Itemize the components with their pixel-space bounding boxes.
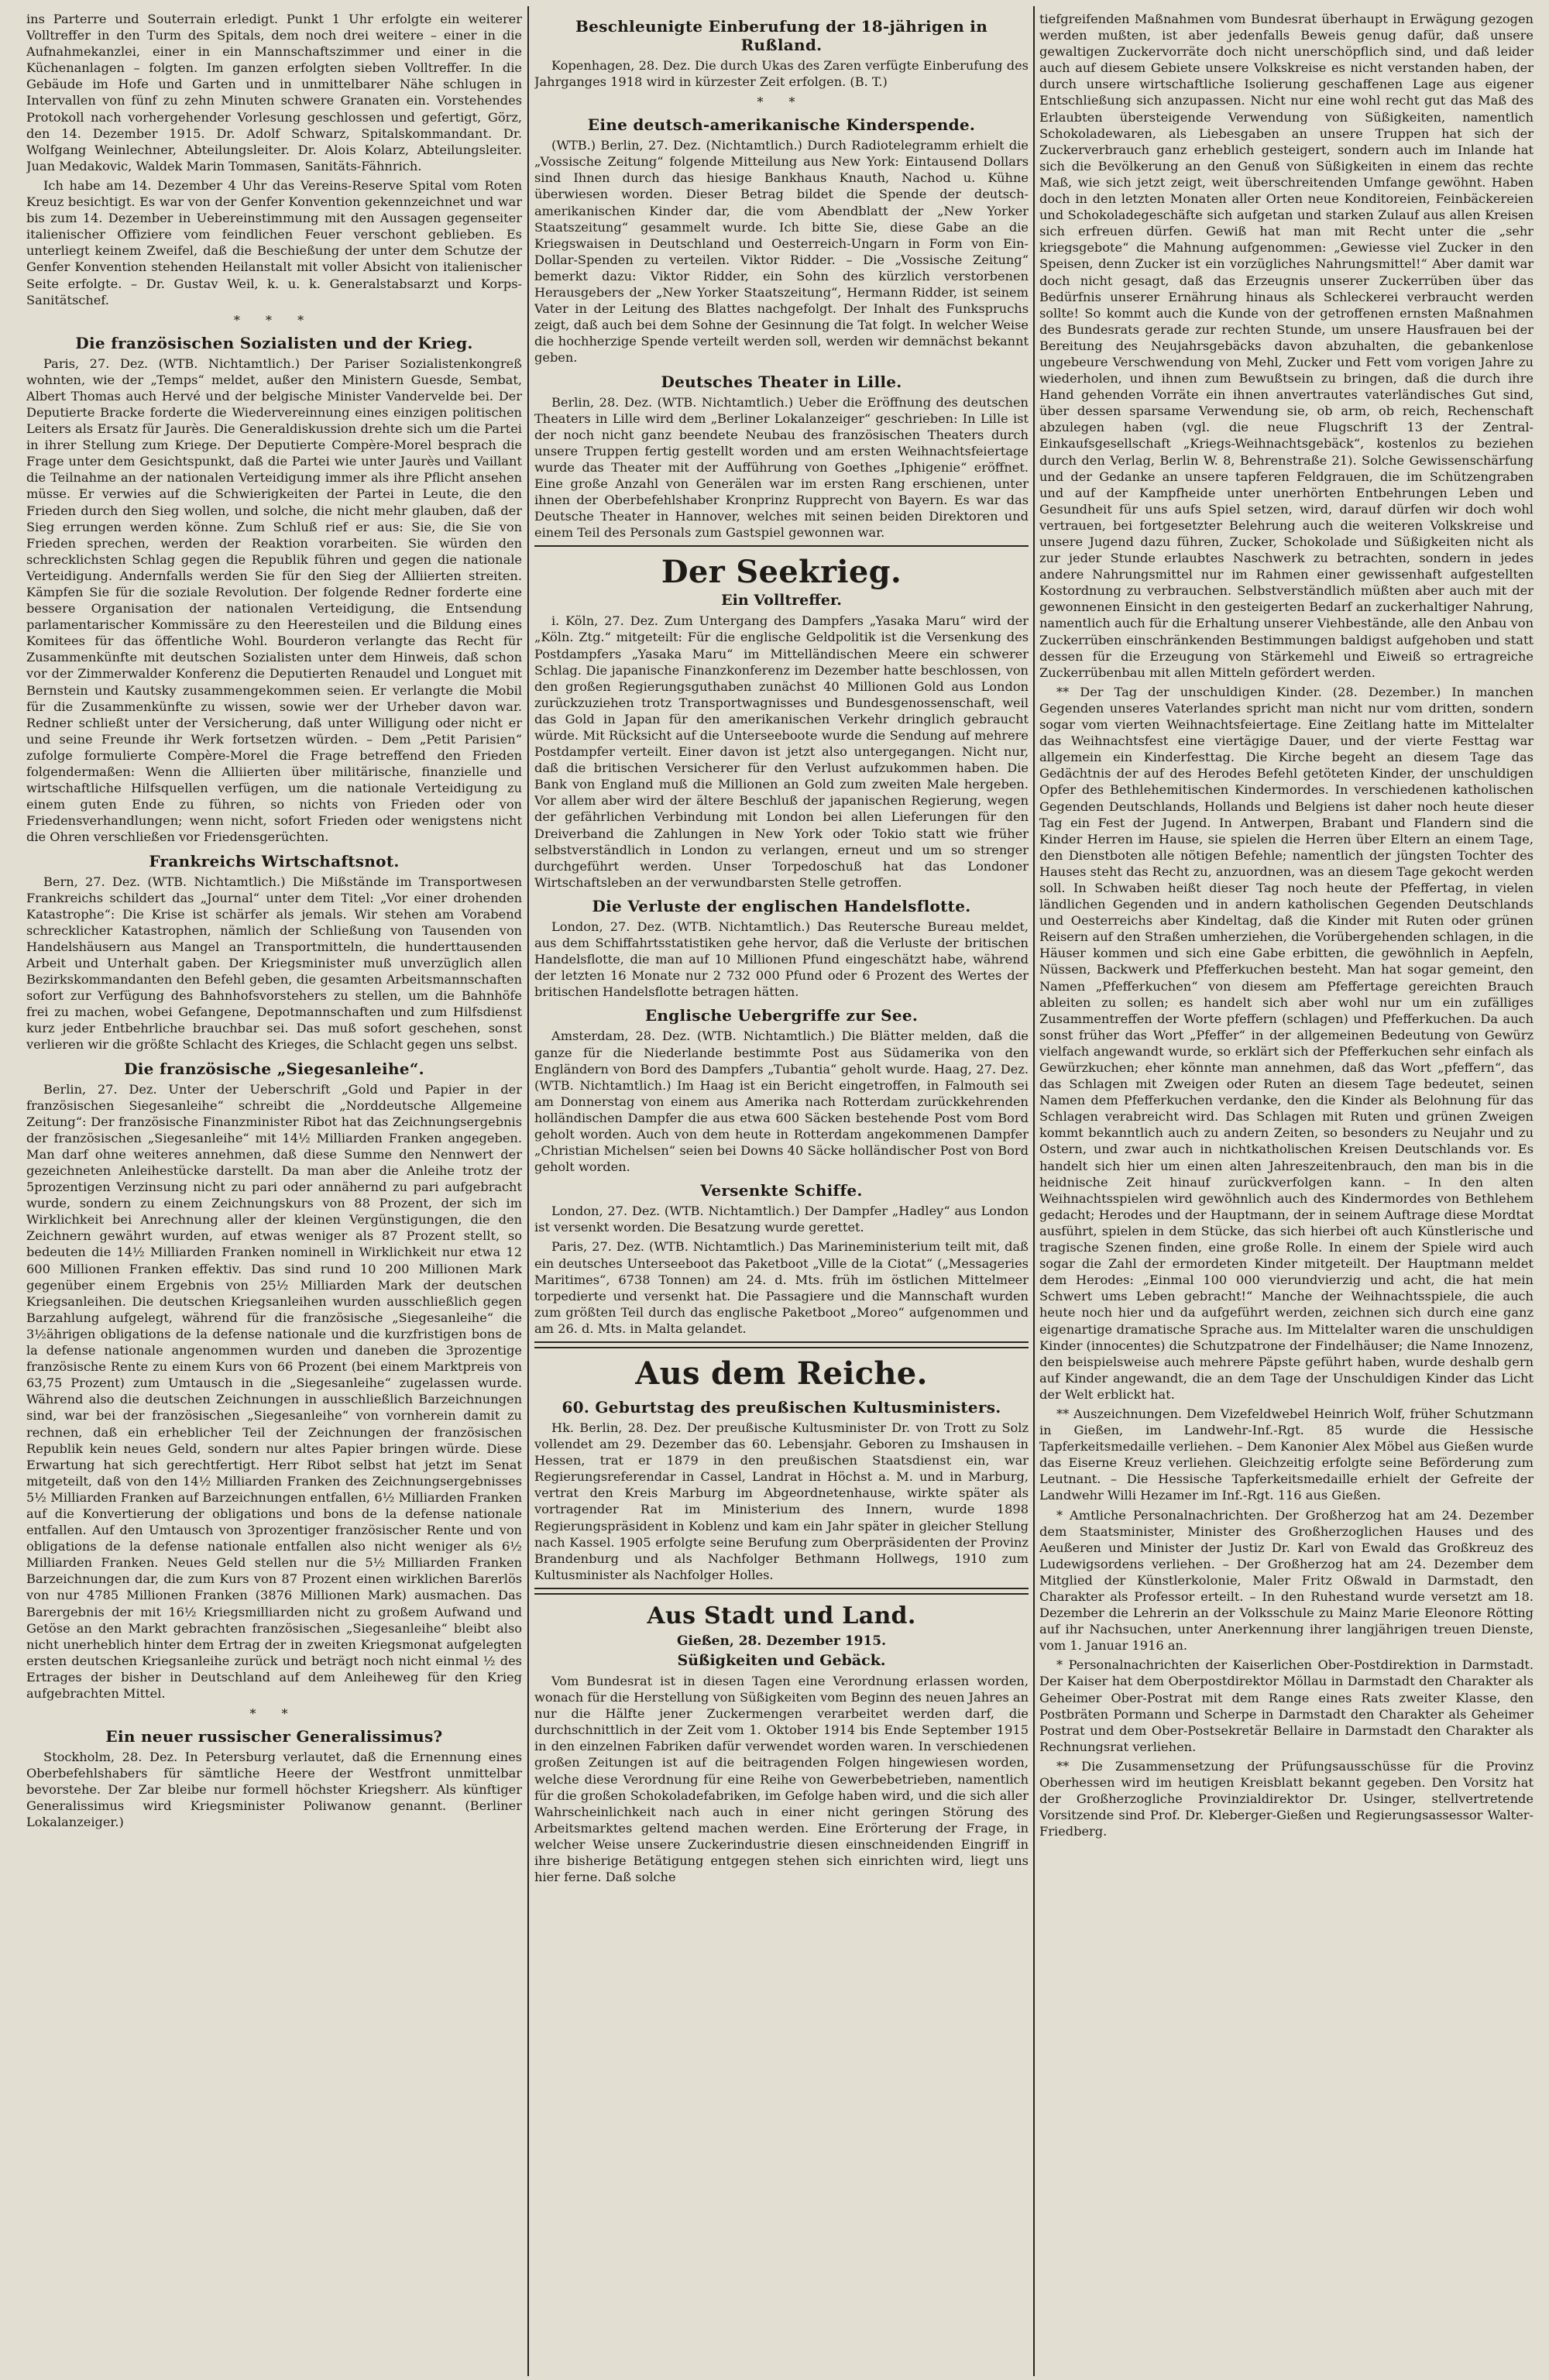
article-headline: Englische Uebergriffe zur See. — [644, 1006, 919, 1025]
section-rule — [534, 545, 1029, 547]
article-paragraph: Vom Bundesrat ist in diesen Tagen eine Verordnung erlassen worden, wonach für die Herstellung von Süßigkeiten vom Beginn des neuen Jahres an nur die Hälfte jener Zuckermengen verarbeitet werden darf, die durchschnittlich in der Zeit vom 1. Oktober 1914 bis Ende September 1915 in den einzelnen Fabriken dafür verwendet worden waren. In verschiedenen großen Zeitungen ist auf die beitragenden Folgen hingewiesen worden, welche diese Verordnung für eine Reihe von Gewerbebetrieben, namentlich für die großen Schokoladefabriken, im Gefolge haben wird, und die sich aller Wahrscheinlichkeit nach auch in einer nicht geringen Störung des Arbeitsmarktes geltend machen werden. Eine Erörterung der Frage, in welcher Weise unsere Zuckerindustrie diesen einschneidenden Eingriff in ihre bisherige Betätigung entgegen stehen sich einrichten wird, liegt uns hier ferne. Daß solche — [534, 1673, 1029, 1885]
section-rule — [534, 1341, 1029, 1348]
article-paragraph: Ich habe am 14. Dezember 4 Uhr das Vereins-Reserve Spital vom Roten Kreuz besichtigt. Es war von der Genfer Konvention gekennzeichnet und war bis zum 14. Dezember in Uebereinstimmung mit den Aussagen gegenseiter italienischer Offiziere vom feindlichen Feuer verschont geblieben. Es unterliegt keinem Zweifel, daß die Beschießung der unter dem Schutze der Genfer Konvention stehenden Heilanstalt mit voller Absicht von italienischer Seite erfolgte. – Dr. Gustav Weil, k. u. k. Generalstabsarzt und Korps-Sanitätschef. — [26, 177, 522, 307]
article-paragraph: Paris, 27. Dez. (WTB. Nichtamtlich.) Der Pariser Sozialistenkongreß wohnten, wie der „Temps“ meldet, außer den Ministern Guesde, Sembat, Albert Thomas auch Hervé und der belgische Minister Vandervelde bei. Der Deputierte Bracke forderte die Wiedervereinnung eines einzigen politischen Leiters als Ersatz für Jaurès. Die Generaldiskussion drehte sich um die Partei in ihrer Stellung zum Kriege. Der Deputierte Compère-Morel besprach die Frage unter dem Gesichtspunkt, daß die Partei wie unter Jaurès und Vaillant die Teilnahme an der nationalen Verteidigung immer als ihre Pflicht ansehen müsse. Er verwies auf die Schwierigkeiten der Partei in Leute, die den Frieden durch den Sieg wollen, und solche, die nicht mehr glauben, daß der Sieg errungen werden könne. Zum Schluß rief er aus: Sie, die Sie von Frieden sprechen, werden der Reaktion vorarbeiten. Sie würden den schrecklichsten Schlag gegen die Republik führen und gegen die nationale Verteidigung. Andernfalls werden Sie für den Sieg der Alliierten streiten. Kämpfen Sie für die soziale Revolution. Der folgende Redner forderte eine bessere Organisation der nationalen Verteidigung, die Entsendung parlamentarischer Kommissäre zu den Heeresteilen und die Bildung eines Komitees für das öffentliche Wohl. Bourderon verlangte das Recht für Zusammenkünfte mit deutschen Sozialisten unter dem Hinweis, daß schon vor der Zimmerwalder Konferenz die Deputierten Renaudel und Longuet mit Bernstein und Kautsky zusammengekommen seien. Er verlangte die Mobil für die Zusammenkünfte zu wissen, sowie wer der Urheber davon war. Redner schließt unter der Versicherung, daß unter Willigung oder nicht er und seine Freunde ihr Werk fortsetzen würden. – Dem „Petit Parisien“ zufolge formulierte Compère-Morel die Frage betreffend den Frieden folgendermaßen: Wenn die Alliierten über militärische, finanzielle und wirtschaftliche Hilfsquellen verfügen, um die nationale Verteidigung zu einem guten Ende zu führen, so nichts von Frieden oder von Friedensverhandlungen; wenn nicht, sofort Frieden oder wenigstens nicht die Ohren verschließen vor Friedensgerüchten. — [26, 355, 522, 845]
article-paragraph: Bern, 27. Dez. (WTB. Nichtamtlich.) Die Mißstände im Transportwesen Frankreichs schildert das „Journal“ unter dem Titel: „Vor einer drohenden Katastrophe“: Die Krise ist schärfer als jemals. Wir stehen am Vorabend schrecklicher Katastrophen, nämlich der Schließung von Tausenden von Handelshäusern aus Mangel an Transportmitteln, die hunderttausenden Arbeit und Unterhalt gaben. Der Kriegsminister muß unverzüglich allen Bezirkskommandanten den Befehl geben, die gesamten Arbeitsmannschaften sofort zur Verfügung des Bahnhofsvorstehers zu stellen, um die Bahnhöfe frei zu machen, wobei Gefangene, Depotmannschaften und zum Hilfsdienst kurz jeder Entbehrliche brauchbar sei. Das muß sofort geschehen, sonst verlieren wir die größte Schlacht des Krieges, die Schlacht gegen uns selbst. — [26, 874, 522, 1053]
article-paragraph: Stockholm, 28. Dez. In Petersburg verlautet, daß die Ernennung eines Oberbefehlshabers für sämtliche Heere der Westfront unmittelbar bevorstehe. Der Zar bleibe nur formell höchster Kriegsherr. Als künftiger Generalissimus wird Kriegsminister Poliwanow genannt. (Berliner Lokalanzeiger.) — [26, 1750, 522, 1830]
column-rule — [1033, 6, 1035, 2376]
column-rule — [527, 6, 529, 2376]
article-headline: Die Verluste der englischen Handelsflotte. — [592, 896, 971, 915]
article-headline: Deutsches Theater in Lille. — [661, 372, 902, 391]
article-paragraph: Paris, 27. Dez. (WTB. Nichtamtlich.) Das Marineministerium teilt mit, daß ein deutsches Unterseeboot das Paketboot „Ville de la Ciotat“ („Messageries Maritimes“, 6738 Tonnen) am 24. d. Mts. früh im östlichen Mittelmeer torpedierte und versenkt hat. Die Passagiere und die Mannschaft wurden zum größten Teil durch das englische Paketboot „Moreo“ aufgenommen und am 26. d. Mts. in Malta gelandet. — [534, 1239, 1029, 1336]
article-paragraph: tiefgreifenden Maßnahmen vom Bundesrat überhaupt in Erwägung gezogen werden mußten, ist aber jedenfalls Beweis genug dafür, daß unsere gewaltigen Zuckervorräte doch nicht unerschöpflich sind, und daß leider auch auf diesem Gebiete unsere Volkskreise es nicht verstanden haben, der durch unsere wirtschaftliche Isolierung geschaffenen Lage aus eigener Entschließung sich anzupassen. Nicht nur eine wohl recht gut das Maß des Erlaubten übersteigende Verwendung von Süßigkeiten, namentlich Schokoladewaren, als Liebesgaben an unsere Truppen hat sich der Zuckerverbrauch ganz erheblich gesteigert, sondern auch im Inlande hat sich die Bevölkerung an den Genuß von Süßigkeiten in einem das rechte Maß, wie sich jetzt zeigt, weit überschreitenden Umfange gewöhnt. Haben doch in den letzten Monaten aller Orten neue Konditoreien, Feinbäckereien und Schokoladegeschäfte sich aufgetan und starken Zulauf aus allen Kreisen sich erfreuen dürfen. Gewiß hat man mit Recht unter die „sehr kriegsgebote“ die Mahnung aufgenommen: „Gewiesse viel Zucker in den Speisen, denn Zucker ist ein vorzügliches Nahrungsmittel!“ Aber damit war doch nicht gesagt, daß das Erzeugnis unserer Zuckerrüben über das Bedürfnis unserer Ernährung hinaus als Schleckerei verbraucht werden sollte! So kommt auch die Kunde von der getroffenen ernsten Maßnahmen des Bundesrats gerade zur rechten Stunde, um unsere Hausfrauen bei der Bereitung des Neujahrsgebäcks davon abzuhalten, die gebankenlose ungebeure Verschwendung von Mehl, Zucker und Fett vom vorigen Jahre zu wiederholen, und ihnen zum Bewußtsein zu bringen, daß die durch ihre Hand gehenden Vorräte ein ihnen anvertrautes vaterländisches Gut sind, über dessen sparsame Verwendung sie, ob arm, ob reich, Rechenschaft abzulegen haben (vgl. die neue Flugschrift 13 der Zentral-Einkaufsgesellschaft „Kriegs-Weihnachtsgebäck“, kostenlos zu beziehen durch den Verlag, Berlin W. 8, Behrenstraße 21). Solche Gewissenschärfung und der Gedanke an unsere tapferen Feldgrauen, die im Schützengraben und auf der Kampfheide unter unerhörten Entbehrungen Leben und Gesundheit für uns aufs Spiel setzen, wird, darauf dürfen wir doch wohl vertrauen, bei fortgesetzter Belehrung auch die weiteren Volkskreise und unsere Jugend dazu führen, Zucker, Schokolade und Süßigkeiten nicht als zur jeder Stunde erlaubtes Naschwerk zu betrachten, sondern in jedes andere Nahrungsmittel nur im Rahmen einer gewissenhaft aufgestellten Kostordnung zu verbrauchen. Selbstverständlich müßten aber auch mit der gewonnenen Einsicht in den gesteigerten Bedarf an zuckerhaltiger Nahrung, namentlich auch für die Erhaltung unserer Viehbestände, alle den Anbau von Zuckerrüben einschränkenden Bestimmungen baldigst aufgehoben und statt dessen für die Erzeugung von Stärkemehl und Eiweiß so ertragreiche Zuckerrübenbau mit allen Mitteln gefördert werden. — [1039, 12, 1534, 680]
article-paragraph: ins Parterre und Souterrain erledigt. Punkt 1 Uhr erfolgte ein weiterer Volltreffer in den Turm des Spitals, dem noch drei weitere – einer in die Aufnahmekanzlei, einer in ein Mannschaftszimmer und einer in die Küchenanlagen – folgten. Im ganzen erfolgten sieben Volltreffer. In die Gebäude im Hofe und Garten und in unmittelbarer Nähe schlugen in Intervallen von fünf zu zehn Minuten schwere Granaten ein. Vorstehendes Protokoll nach vorhergehender Vorlesung geschlossen und gefertigt, Görz, den 14. Dezember 1915. Dr. Adolf Schwarz, Spitalskommandant. Dr. Wolfgang Weinlechner, Abteilungsleiter. Dr. Alois Kolarz, Abteilungsleiter. Juan Medakovic, Waldek Marin Tommasen, Sanitäts-Fähnrich. — [26, 12, 522, 173]
article-headline: Eine deutsch-amerikanische Kinderspende. — [587, 115, 976, 135]
article-subheadline: Ein Volltreffer. — [721, 592, 842, 610]
dateline: Gießen, 28. Dezember 1915. — [676, 1633, 887, 1649]
article-paragraph: Berlin, 27. Dez. Unter der Ueberschrift „Gold und Papier in der französischen Siegesanleihe“ schreibt die „Norddeutsche Allgemeine Zeitung“: Der französische Finanzminister Ribot hat das Zeichnungsergebnis der französischen „Siegesanleihe“ mit 14½ Milliarden Franken angegeben. Man darf ohne weiteres annehmen, daß diese Summe den Nennwert der gezeichneten Anleihestücke darstellt. Da man aber die Anleihe trotz der 5prozentigen Verzinsung nicht zu pari oder annähernd zu pari aufgebracht wurde, sondern zu einem Zeichnungskurs von 88 Prozent, der sich im Wirklichkeit bei Anrechnung aller der kleinen Vergünstigungen, die den Zeichnern gewährt wurden, auf etwas weniger als 87 Prozent stellt, so bedeuten die 14½ Milliarden Franken nominell in Wirklichkeit nur etwa 12 600 Millionen Franken effektiv. Das sind rund 10 200 Millionen Mark gegenüber einem Ergebnis von 25½ Milliarden Mark der deutschen Kriegsanleihen. Die deutschen Kriegsanleihen wurden ausschließlich gegen Barzahlung aufgelegt, während für die französische „Siegesanleihe“ die 3½ährigen obligations de la defense nationale und die kurzfristigen bons de la defense nationale angenommen wurden und daneben die 3prozentige französische Rente zu einem Kurs von 66 Prozent (bei einem Marktpreis von 63,75 Prozent) zum Umtausch in die „Siegesanleihe“ zugelassen wurde. Während also die deutschen Zeichnungen in ausschließlich Barzeichnungen sind, war bei der französischen „Siegesanleihe“ von vornherein damit zu rechnen, daß ein erheblicher Teil der Zeichnungen der französischen Republik kein neues Geld, sondern nur altes Papier bringen würde. Diese Erwartung hat sich gerechtfertigt. Herr Ribot selbst hat jetzt im Senat mitgeteilt, daß von den 14½ Milliarden Franken des Zeichnungsergebnisses 5½ Milliarden Franken auf Barzeichnungen entfallen, 6½ Milliarden Franken auf die Konvertierung der obligations und bons de la defense nationale entfallen. Auf den Umtausch von 3prozentiger französischer Rente und von obligations de la defense nationale entfallen also nicht weniger als 6½ Milliarden Franken. Neues Geld stellen nur die 5½ Milliarden Franken Barzeichnungen dar, die zum Kurs von 87 Prozent einen wirklichen Barerlös von nur 4785 Millionen Franken (3876 Millionen Mark) ausmachen. Das Barergebnis der mit 16½ Kriegsmilliarden nicht zu großem Aufwand und Getöse an den Markt gebrachten französischen „Siegesanleihe“ bleibt also nicht unerheblich hinter dem Ertrag der in zweiten Kriegsmonat aufgelegten ersten deutschen Kriegsanleihe zurück und beträgt noch nicht einmal ½ des Ertrages der bisher in Deutschland auf dem Anleiheweg für den Krieg aufgebrachten Mittel. — [26, 1081, 522, 1701]
article-paragraph: Hk. Berlin, 28. Dez. Der preußische Kultusminister Dr. von Trott zu Solz vollendet am 29. Dezember das 60. Lebensjahr. Geboren zu Imshausen in Hessen, trat er 1879 in den preußischen Staatsdienst ein, war Regierungsreferendar in Cassel, Landrat in Höchst a. M. und in Marburg, vertrat den Kreis Marburg im Abgeordnetenhause, wirkte später als vortragender Rat im Ministerium des Innern, wurde 1898 Regierungspräsident in Koblenz und kam ein Jahr später in gleicher Stellung nach Kassel. 1905 erfolgte seine Berufung zum Oberpräsidenten der Provinz Brandenburg und als Nachfolger Bethmann Hollwegs, 1910 zum Kultusminister als Nachfolger Holles. — [534, 1420, 1029, 1582]
article-paragraph: (WTB.) Berlin, 27. Dez. (Nichtamtlich.) Durch Radiotelegramm erhielt die „Vossische Zeitung“ folgende Mitteilung aus New York: Eintausend Dollars sind Ihnen durch das hiesige Bankhaus Knauth, Nachod u. Kühne überwiesen worden. Dieser Betrag bildet die Spende der deutsch-amerikanischen Kinder dar, die vom Abendblatt der „New Yorker Staatszeitung“ gesammelt wurde. Ich bitte Sie, diese Gabe an die Kriegswaisen in Deutschland und Oesterreich-Ungarn in Form von Ein-Dollar-Spenden zu verteilen. Viktor Ridder. – Die „Vossische Zeitung“ bemerkt dazu: Viktor Ridder, ein Sohn des kürzlich verstorbenen Herausgebers der „New Yorker Staatszeitung“, Hermann Ridder, ist seinem Vater in der Leitung des Blattes nachgefolgt. Der Inhalt des Funkspruchs zeigt, daß auch bei dem Sohne der Gesinnung die Tat folgt. In welcher Weise die hochherzige Spende verteilt werden soll, werden wir demnächst bekannt geben. — [534, 138, 1029, 366]
section-separator: * * — [757, 94, 806, 110]
section-separator: * * * — [233, 312, 315, 328]
article-paragraph: ** Der Tag der unschuldigen Kinder. (28. Dezember.) In manchen Gegenden unseres Vaterlandes spricht man nicht nur vom dritten, sondern sogar vom vierten Weihnachtsfeiertage. Eine Zeitlang hatte im Mittelalter das Weihnachtsfest eine viertägige Dauer, und der vierte Festtag war allgemein ein Kinderfesttag. Die Kirche begeht an diesem Tage das Gedächtnis der auf des Herodes Befehl getöteten Kinder, der unschuldigen Opfer des Bethlehemitischen Kindermordes. In verschiedenen katholischen Gegenden Deutschlands, Hollands und Belgiens ist daher noch heute dieser Tag ein Fest der Jugend. In Antwerpen, Brabant und Flandern sind die Kinder Herren im Hause, sie spielen die Herren über Eltern an einem Tage, den Dienstboten alle nötigen Befehle; namentlich der jüngsten Tochter des Hauses steht das Recht zu, anzuordnen, was an diesem Tage gekocht werden soll. In Schwaben heißt dieser Tag noch heute der Pfeffertag, in vielen ländlichen Gegenden und in andern katholischen Gegenden Deutschlands und Oesterreichs aber Kindeltag, daß die Kinder mit Ruten oder grünen Reisern auf den Straßen umherziehen, die Vorübergehenden schlagen, in die Häuser kommen und sich eine Gabe erbitten, die gewöhnlich in Aepfeln, Nüssen, Backwerk und Pfefferkuchen besteht. Man hat sogar gemeint, den Namen „Pfefferkuchen“ von diesem am Pfeffertage gereichten Brauch ableiten zu sollen; es handelt sich aber wohl nur um ein zufälliges Zusammentreffen der Worte pfeffern (schlagen) und Pfefferkuchen. Da auch sonst früher das Wort „Pfeffer“ in der allgemeinen Bedeutung von Gewürz vielfach angewandt wurde, so erklärt sich der Pfefferkuchen sehr einfach als Gewürzkuchen; eher könnte man annehmen, daß das Wort „pfeffern“, das das Schlagen mit Zweigen oder Ruten an diesem Tage bedeutet, seinen Namen dem Pfefferkuchen verdanke, den die Kinder als Belohnung für das Schlagen verabreicht wird. Das Schlagen mit Ruten und grünen Zweigen kommt bekanntlich auch zu andern Zeiten, so besonders zu Neujahr und zu Ostern, und zwar auch in nichtkatholischen Kreisen Deutschlands vor. Es handelt sich hier um einen alten Jahreszeitenbrauch, den man bis in die heidnische Zeit hinauf zurückverfolgen kann. – In den alten Weihnachtsspielen wird gewöhnlich auch des Kindermordes von Bethlehem gedacht; Herodes und der Hauptmann, der in seinem Auftrage diese Mordtat ausführt, spielen in dem Stücke, das sich hierbei oft auch Künstlerische und tragische Szenen finden, eine große Rolle. In einem der Spiele wird auch sogar die Zahl der ermordeten Kinder mitgeteilt. Der Hauptmann meldet dem Herodes: „Einmal 100 000 vierundvierzig und acht, die hat mein Schwert ums Leben gebracht!“ Manche der Weihnachtsspiele, die auch heute noch hier und da aufgeführt werden, zeichnen sich durch eine ganz eigenartige dramatische Sprache aus. Im Mittelalter waren die unschuldigen Kinder (innocentes) die Schutzpatrone der Findelhäuser; die Name Innozenz, den beispielsweise auch mehrere Päpste geführt haben, wurde deshalb gern auf Kinder angewandt, die an dem Tage der Unschuldigen Kinder das Licht der Welt erblickt hat. — [1039, 684, 1534, 1402]
article-paragraph: ** Auszeichnungen. Dem Vizefeldwebel Heinrich Wolf, früher Schutzmann in Gießen, im Landwehr-Inf.-Rgt. 85 wurde die Hessische Tapferkeitsmedaille verliehen. – Dem Kanonier Alex Möbel aus Gießen wurde das Eiserne Kreuz verliehen. Gleichzeitig erfolgte seine Beförderung zum Leutnant. – Die Hessische Tapferkeitsmedaille erhielt der Gefreite der Landwehr Willi Hezamer im Inf.-Rgt. 116 aus Gießen. — [1039, 1406, 1534, 1503]
article-paragraph: Kopenhagen, 28. Dez. Die durch Ukas des Zaren verfügte Einberufung des Jahrganges 1918 wird in kürzester Zeit erfolgen. (B. T.) — [534, 58, 1029, 90]
article-paragraph: * Amtliche Personalnachrichten. Der Großherzog hat am 24. Dezember dem Staatsminister, Minister des Großherzoglichen Hauses und des Aeußeren und Minister der Justiz Dr. Karl von Ewald das Großkreuz des Ludewigsordens verliehen. – Der Großherzog hat am 24. Dezember dem Mitglied der Künstlerkolonie, Maler Fritz Oßwald in Darmstadt, den Charakter als Professor erteilt. – In den Ruhestand wurde versetzt am 18. Dezember die Lehrerin an der Volksschule zu Mainz Marie Eleonore Rötting auf ihr Nachsuchen, unter Anerkennung ihrer langjährigen treuen Dienste, vom 1. Januar 1916 an. — [1039, 1507, 1534, 1654]
column-middle — [534, 11, 1029, 2373]
article-paragraph: Berlin, 28. Dez. (WTB. Nichtamtlich.) Ueber die Eröffnung des deutschen Theaters in Lille wird dem „Berliner Lokalanzeiger“ geschrieben: In Lille ist der noch nicht ganz beendete Neubau des französischen Theaters durch unsere Truppen fertig gestellt worden und am ersten Weihnachtsfeiertage wurde das Theater mit der Aufführung von Goethes „Iphigenie“ eröffnet. Eine große Anzahl von Generälen war im ersten Rang erschienen, unter ihnen der Oberbefehlshaber Kronprinz Rupprecht von Bayern. Es war das Deutsche Theater in Hannover, welches mit seinen beiden Direktoren und einem Teil des Personals zum Gastspiel gewonnen war. — [534, 394, 1029, 541]
article-headline: Die französische „Siegesanleihe“. — [124, 1059, 424, 1078]
article-paragraph: London, 27. Dez. (WTB. Nichtamtlich.) Das Reutersche Bureau meldet, aus dem Schiffahrtsstatistiken gehe hervor, daß die Verluste der britischen Handelsflotte, die man auf 10 Millionen Pfund eingeschätzt habe, während der letzten 16 Monate nur 2 732 000 Pfund oder 6 Prozent des Wertes der britischen Handelsflotte betragen hätten. — [534, 919, 1029, 1000]
article-headline: Die französischen Sozialisten und der Krieg. — [75, 333, 473, 352]
article-paragraph: London, 27. Dez. (WTB. Nichtamtlich.) Der Dampfer „Hadley“ aus London ist versenkt worden. Die Besatzung wurde gerettet. — [534, 1204, 1029, 1235]
article-headline: Beschleunigte Einberufung der 18-jährigen in Rußland. — [575, 17, 988, 54]
column-left — [26, 11, 522, 2373]
section-headline: Aus Stadt und Land. — [647, 1602, 916, 1630]
article-headline: Frankreichs Wirtschaftsnot. — [149, 851, 400, 871]
section-headline: Aus dem Reiche. — [635, 1355, 928, 1392]
article-headline: 60. Geburtstag des preußischen Kultusministers. — [562, 1398, 1001, 1417]
section-separator: * * — [249, 1706, 299, 1722]
article-subheadline: Süßigkeiten und Gebäck. — [677, 1651, 886, 1669]
section-headline: Der Seekrieg. — [661, 554, 902, 591]
article-headline: Versenkte Schiffe. — [700, 1181, 863, 1200]
article-paragraph: * Personalnachrichten der Kaiserlichen Ober-Postdirektion in Darmstadt. Der Kaiser hat dem Oberpostdirektor Möllau in Darmstadt den Charakter als Geheimer Ober-Postrat mit dem Range eines Rats zweiter Klasse, den Postbräten Pormann und Scherpe in Darmstadt den Charakter als Geheimer Postrat und dem Ober-Postsekretär Bellaire in Darmstadt den Charakter als Rechnungsrat verliehen. — [1039, 1657, 1534, 1754]
article-paragraph: Amsterdam, 28. Dez. (WTB. Nichtamtlich.) Die Blätter melden, daß die ganze für die Niederlande bestimmte Post aus Südamerika von den Engländern von Bord des Dampfers „Tubantia“ geholt wurde. Haag, 27. Dez. (WTB. Nichtamtlich.) Im Haag ist ein Bericht eingetroffen, in Falmouth sei am Donnerstag von einem aus Amerika nach Rotterdam zurückkehrenden holländischen Dampfer die aus etwa 600 Säcken bestehende Post vom Bord geholt worden. Auch von dem heute in Rotterdam angekommenen Dampfer „Christian Michelsen“ seien bei Downs 40 Säcke holländischer Post von Bord geholt worden. — [534, 1029, 1029, 1175]
column-right — [1039, 11, 1534, 2373]
article-headline: Ein neuer russischer Generalissimus? — [105, 1727, 443, 1746]
article-paragraph: ** Die Zusammensetzung der Prüfungsausschüsse für die Provinz Oberhessen wird im heutigen Kreisblatt bekannt gegeben. Den Vorsitz hat der Großherzogliche Provinzialdirektor Dr. Usinger, stellvertretende Vorsitzende sind Prof. Dr. Kleberger-Gießen und Regierungsassessor Walter-Friedberg. — [1039, 1758, 1534, 1839]
section-rule — [534, 1588, 1029, 1595]
article-paragraph: i. Köln, 27. Dez. Zum Untergang des Dampfers „Yasaka Maru“ wird der „Köln. Ztg.“ mitgeteilt: Für die englische Geldpolitik ist die Versenkung des Postdampfers „Yasaka Maru“ im Mittelländischen Meere ein schwerer Schlag. Die japanische Finanzkonferenz im Dezember hatte beschlossen, von den großen Regierungsguthaben zunächst 40 Millionen Gold aus London zurückzuziehen trotz Transportwagnisses und Bundesgenossenschaft, weil das Gold in Japan für den amerikanischen Verkehr dringlich gebraucht würde. Mit Rücksicht auf die Unterseeboote wurde die Sendung auf mehrere Postdampfer verteilt. Einer davon ist jetzt also untergegangen. Nicht nur, daß die britischen Versicherer für den Verlust aufzukommen haben. Die Bank von England muß die Millionen an Gold zum zweiten Male hergeben. Vor allem aber wird der ältere Beschluß der japanischen Regierung, wegen der gefährlichen Verbindung mit London bei allen Lieferungen für den Dreiverband die Zahlungen in New York oder Tokio statt wie früher selbstverständlich in London zu verlangen, erneut und um so strenger durchgeführt werden. Unser Torpedoschuß hat das Londoner Wirtschaftsleben an der verwundbarsten Stelle getroffen. — [534, 613, 1029, 890]
